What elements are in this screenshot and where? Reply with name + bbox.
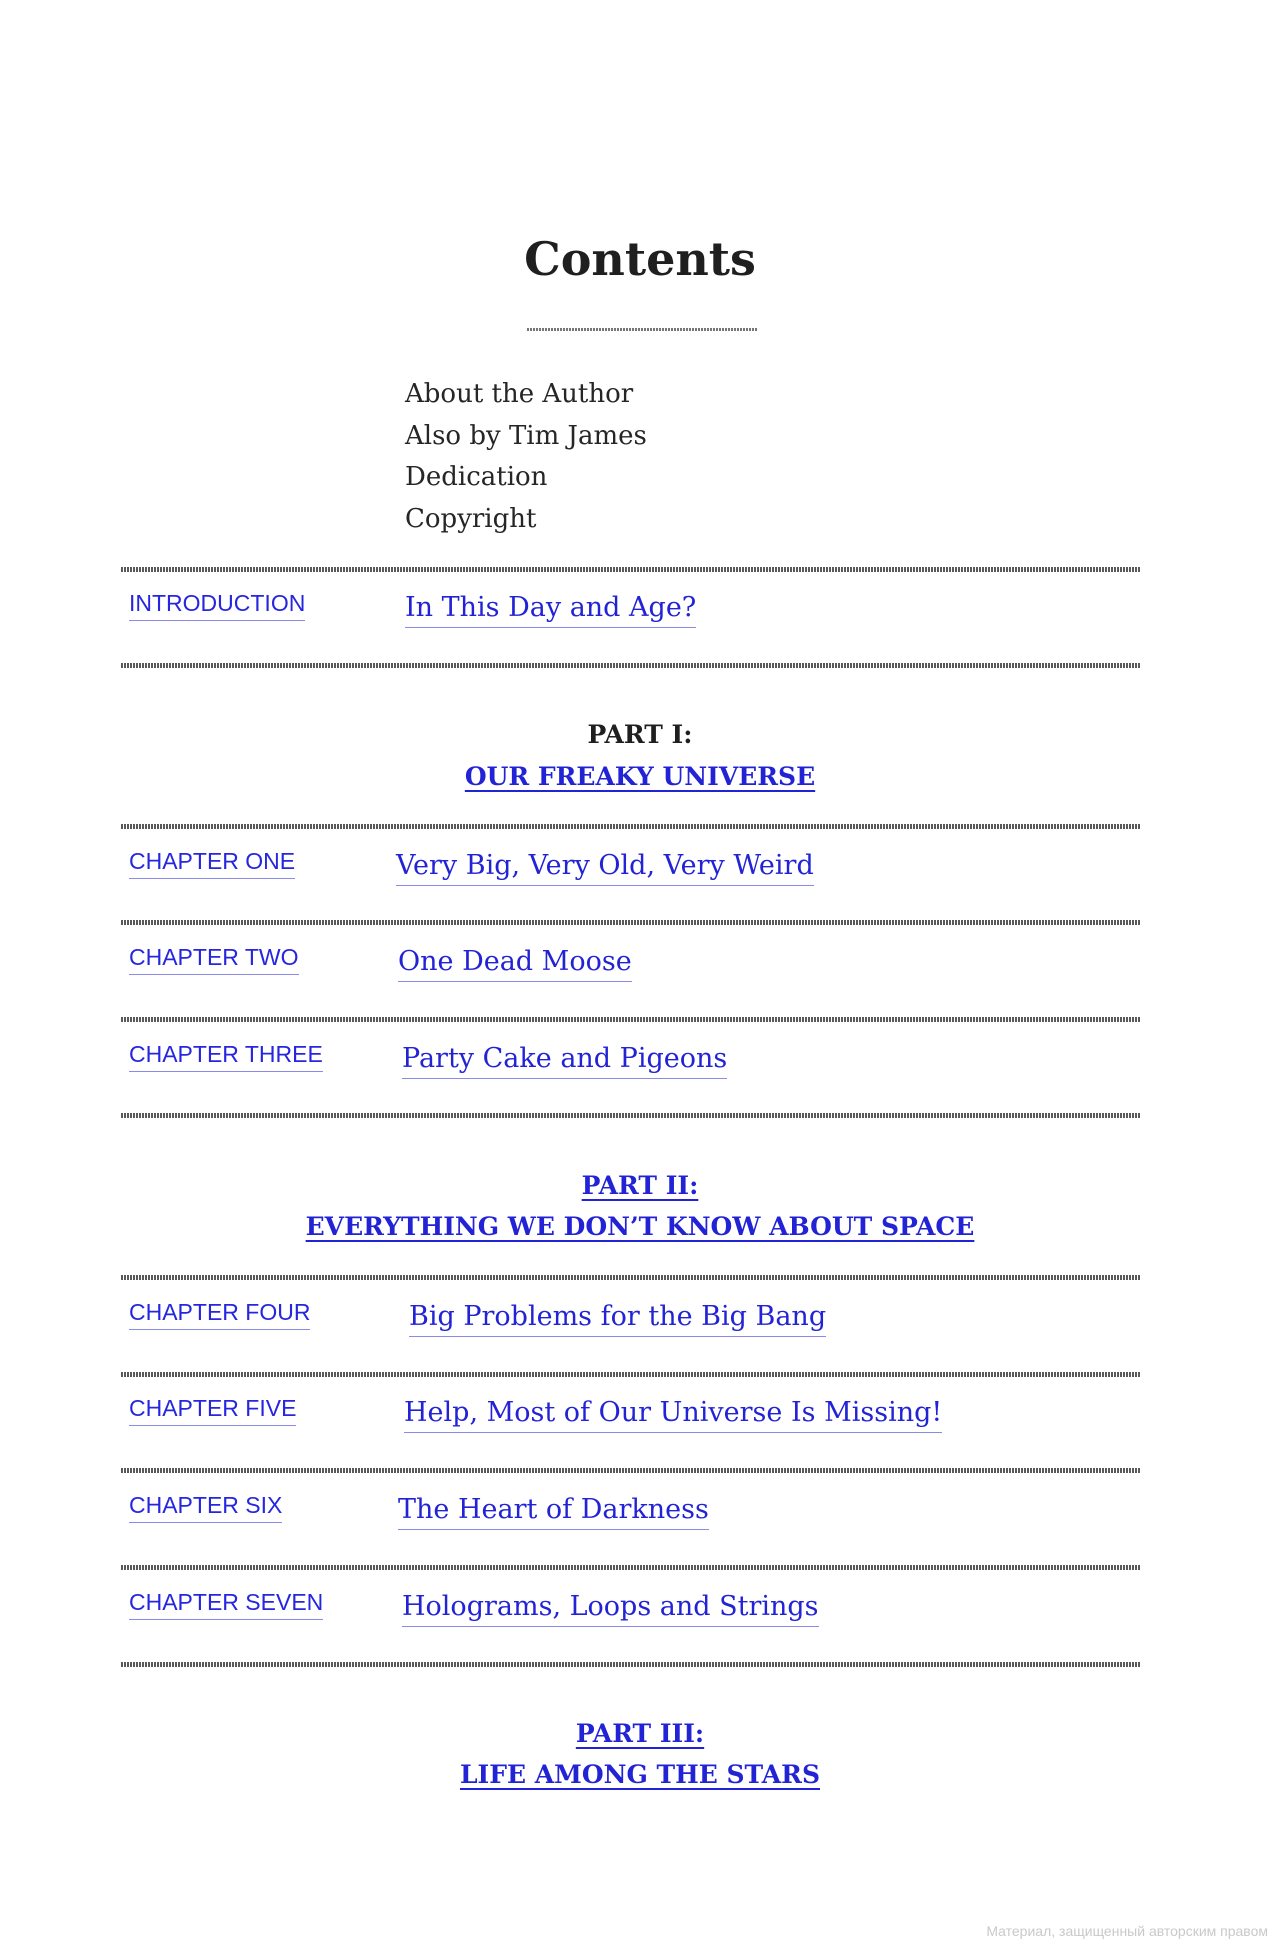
divider xyxy=(121,1017,1141,1022)
chapter-one-title[interactable]: Very Big, Very Old, Very Weird xyxy=(396,852,814,886)
part-2-number-link[interactable]: PART II: xyxy=(581,1171,699,1200)
chapter-three-title[interactable]: Party Cake and Pigeons xyxy=(402,1045,727,1079)
front-matter-dedication[interactable]: Dedication xyxy=(405,462,548,492)
introduction-label[interactable]: INTRODUCTION xyxy=(129,592,305,621)
chapter-seven-title[interactable]: Holograms, Loops and Strings xyxy=(402,1593,819,1627)
part-1-number: PART I: xyxy=(587,720,693,749)
divider xyxy=(121,920,1141,925)
part-3-number xyxy=(0,1721,1280,1746)
part-1-heading xyxy=(0,764,1280,789)
front-matter-also-by[interactable]: Also by Tim James xyxy=(405,420,647,451)
divider xyxy=(121,1662,1141,1667)
divider xyxy=(121,663,1141,668)
divider xyxy=(121,567,1141,572)
chapter-two-label[interactable]: CHAPTER TWO xyxy=(129,946,299,975)
chapter-one-label[interactable]: CHAPTER ONE xyxy=(129,850,295,879)
page-title: Contents xyxy=(524,232,756,286)
part-2-name-link[interactable]: EVERYTHING WE DON’T KNOW ABOUT SPACE xyxy=(305,1212,975,1241)
front-matter-copyright[interactable]: Copyright xyxy=(405,503,537,534)
part-1-name-link[interactable]: OUR FREAKY UNIVERSE xyxy=(464,762,816,791)
chapter-seven-label[interactable]: CHAPTER SEVEN xyxy=(129,1591,323,1620)
divider xyxy=(121,1372,1141,1377)
divider xyxy=(121,1565,1141,1570)
front-matter-list xyxy=(405,374,647,540)
chapter-six-label[interactable]: CHAPTER SIX xyxy=(129,1494,282,1523)
introduction-title[interactable]: In This Day and Age? xyxy=(405,594,696,628)
part-2-number xyxy=(0,1173,1280,1198)
chapter-three-label[interactable]: CHAPTER THREE xyxy=(129,1043,323,1072)
part-2-heading xyxy=(0,1214,1280,1239)
divider xyxy=(121,1468,1141,1473)
divider xyxy=(121,824,1141,829)
divider xyxy=(121,1113,1141,1118)
copyright-watermark: Материал, защищенный авторским правом xyxy=(986,1923,1268,1939)
part-3-number-link[interactable]: PART III: xyxy=(575,1719,705,1748)
front-matter-about-author[interactable]: About the Author xyxy=(405,379,634,409)
part-3-heading xyxy=(0,1762,1280,1787)
chapter-two-title[interactable]: One Dead Moose xyxy=(398,948,632,982)
divider xyxy=(121,1275,1141,1280)
chapter-four-title[interactable]: Big Problems for the Big Bang xyxy=(409,1303,826,1337)
chapter-five-title[interactable]: Help, Most of Our Universe Is Missing! xyxy=(404,1399,942,1433)
title-divider xyxy=(527,328,758,331)
chapter-five-label[interactable]: CHAPTER FIVE xyxy=(129,1397,296,1426)
part-3-name-link[interactable]: LIFE AMONG THE STARS xyxy=(459,1760,821,1789)
chapter-four-label[interactable]: CHAPTER FOUR xyxy=(129,1301,310,1330)
chapter-six-title[interactable]: The Heart of Darkness xyxy=(398,1496,709,1530)
